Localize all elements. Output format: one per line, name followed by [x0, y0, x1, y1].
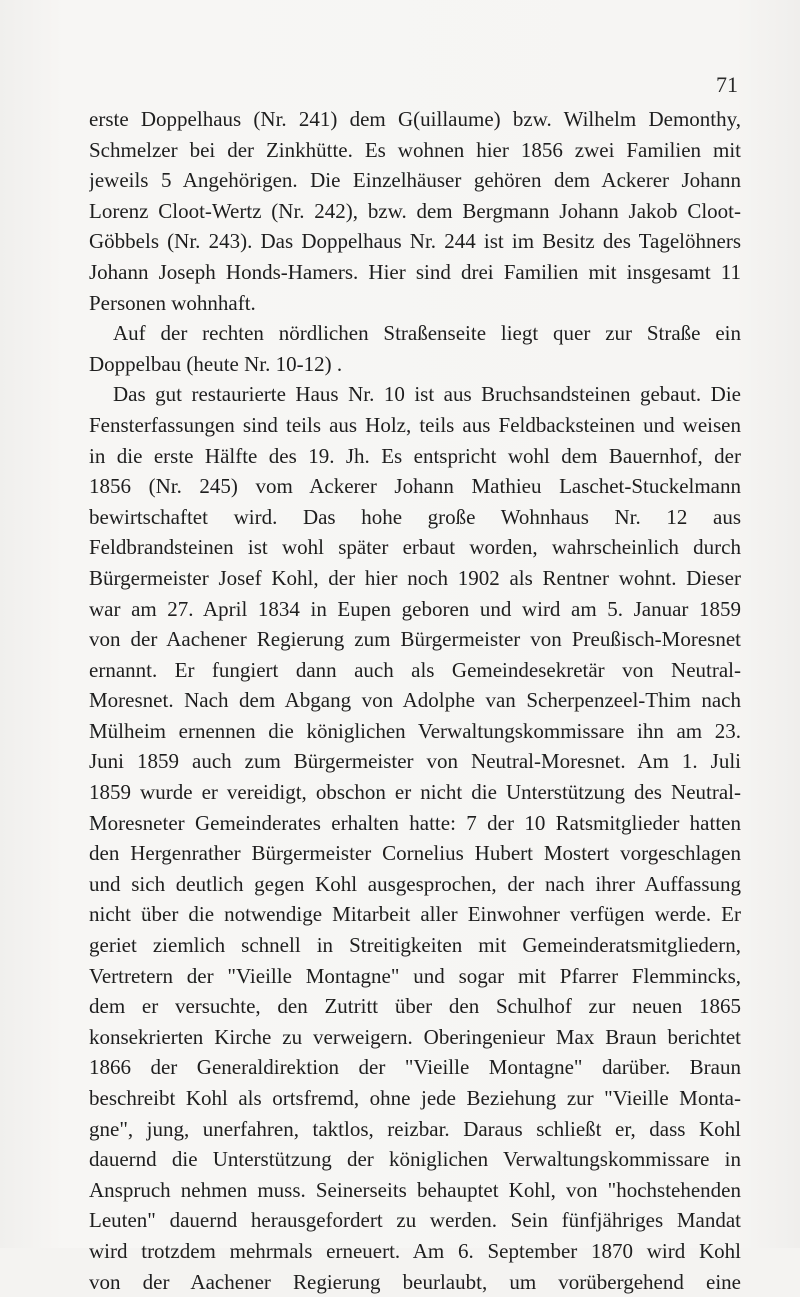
text-line: gne", jung, unerfahren, taktlos, reizbar. Daraus schließt er, dass Kohl — [89, 1116, 741, 1141]
text-line: von der Aachener Regierung beurlaubt, um vorübergehend eine — [89, 1269, 741, 1294]
text-line: und sich deutlich gegen Kohl ausgesprochen, der nach ihrer Auffassung — [89, 871, 741, 896]
text-line: konsekrierten Kirche zu verweigern. Oberingenieur Max Braun berichtet — [89, 1024, 741, 1049]
text-line: Lorenz Cloot-Wertz (Nr. 242), bzw. dem Bergmann Johann Jakob Cloot- — [89, 198, 741, 223]
text-line: geriet ziemlich schnell in Streitigkeiten mit Gemeinderatsmitgliedern, — [89, 933, 741, 958]
body-text — [89, 104, 741, 1297]
text-line: Moresnet. Nach dem Abgang von Adolphe van Scherpenzeel-Thim nach — [89, 688, 741, 713]
text-line: von der Aachener Regierung zum Bürgermeister von Preußisch-Moresnet — [89, 627, 741, 652]
text-line: Das gut restaurierte Haus Nr. 10 ist aus Bruchsandsteinen gebaut. Die — [113, 382, 741, 407]
text-line: bewirtschaftet wird. Das hohe große Wohnhaus Nr. 12 aus — [89, 504, 741, 529]
text-line: Feldbrandsteinen ist wohl später erbaut worden, wahrscheinlich durch — [89, 535, 741, 560]
text-line: Mülheim ernennen die königlichen Verwaltungskommissare ihn am 23. — [89, 718, 741, 743]
text-line: Leuten" dauernd herausgefordert zu werden. Sein fünfjähriges Mandat — [89, 1208, 741, 1233]
text-line: war am 27. April 1834 in Eupen geboren und wird am 5. Januar 1859 — [89, 596, 741, 621]
text-line: Bürgermeister Josef Kohl, der hier noch 1902 als Rentner wohnt. Dieser — [89, 565, 741, 590]
text-line: Fensterfassungen sind teils aus Holz, teils aus Feldbacksteinen und weisen — [89, 412, 741, 437]
text-line: nicht über die notwendige Mitarbeit aller Einwohner verfügen werde. Er — [89, 902, 741, 927]
text-line: ernannt. Er fungiert dann auch als Gemeindesekretär von Neutral- — [89, 657, 741, 682]
text-line: in die erste Hälfte des 19. Jh. Es entspricht wohl dem Bauernhof, der — [89, 443, 741, 468]
text-line: 1859 wurde er vereidigt, obschon er nicht die Unterstützung des Neutral- — [89, 780, 741, 805]
text-line: Personen wohnhaft. — [89, 290, 256, 315]
text-line: Auf der rechten nördlichen Straßenseite liegt quer zur Straße ein — [113, 321, 741, 346]
text-line: wird trotzdem mehrmals erneuert. Am 6. September 1870 wird Kohl — [89, 1238, 741, 1263]
text-line: Göbbels (Nr. 243). Das Doppelhaus Nr. 244 ist im Besitz des Tagelöhners — [89, 229, 741, 254]
text-line: den Hergenrather Bürgermeister Cornelius Hubert Mostert vorgeschlagen — [89, 841, 741, 866]
text-line: 1856 (Nr. 245) vom Ackerer Johann Mathieu Laschet-Stuckelmann — [89, 474, 741, 499]
text-line: Schmelzer bei der Zinkhütte. Es wohnen hier 1856 zwei Familien mit — [89, 137, 741, 162]
text-line: beschreibt Kohl als ortsfremd, ohne jede Beziehung zur "Vieille Monta- — [89, 1086, 741, 1110]
text-line: dauernd die Unterstützung der königlichen Verwaltungskommissare in — [89, 1147, 741, 1172]
text-line: erste Doppelhaus (Nr. 241) dem G(uillaume) bzw. Wilhelm Demonthy, — [89, 107, 741, 131]
text-line: Anspruch nehmen muss. Seinerseits behauptet Kohl, von "hochstehenden — [89, 1177, 741, 1202]
text-line: dem er versuchte, den Zutritt über den Schulhof zur neuen 1865 — [89, 994, 741, 1019]
text-line: Johann Joseph Honds-Hamers. Hier sind drei Familien mit insgesamt 11 — [89, 259, 741, 284]
text-line: jeweils 5 Angehörigen. Die Einzelhäuser gehören dem Ackerer Johann — [89, 168, 741, 193]
text-line: Vertretern der "Vieille Montagne" und sogar mit Pfarrer Flemmincks, — [89, 963, 741, 988]
text-line: Moresneter Gemeinderates erhalten hatte: 7 der 10 Ratsmitglieder hatten — [89, 810, 741, 835]
text-line: 1866 der Generaldirektion der "Vieille Montagne" darüber. Braun — [89, 1055, 741, 1080]
page-number: 71 — [716, 72, 738, 97]
text-line: Juni 1859 auch zum Bürgermeister von Neutral-Moresnet. Am 1. Juli — [89, 749, 741, 774]
text-line: Doppelbau (heute Nr. 10-12) . — [89, 351, 343, 376]
